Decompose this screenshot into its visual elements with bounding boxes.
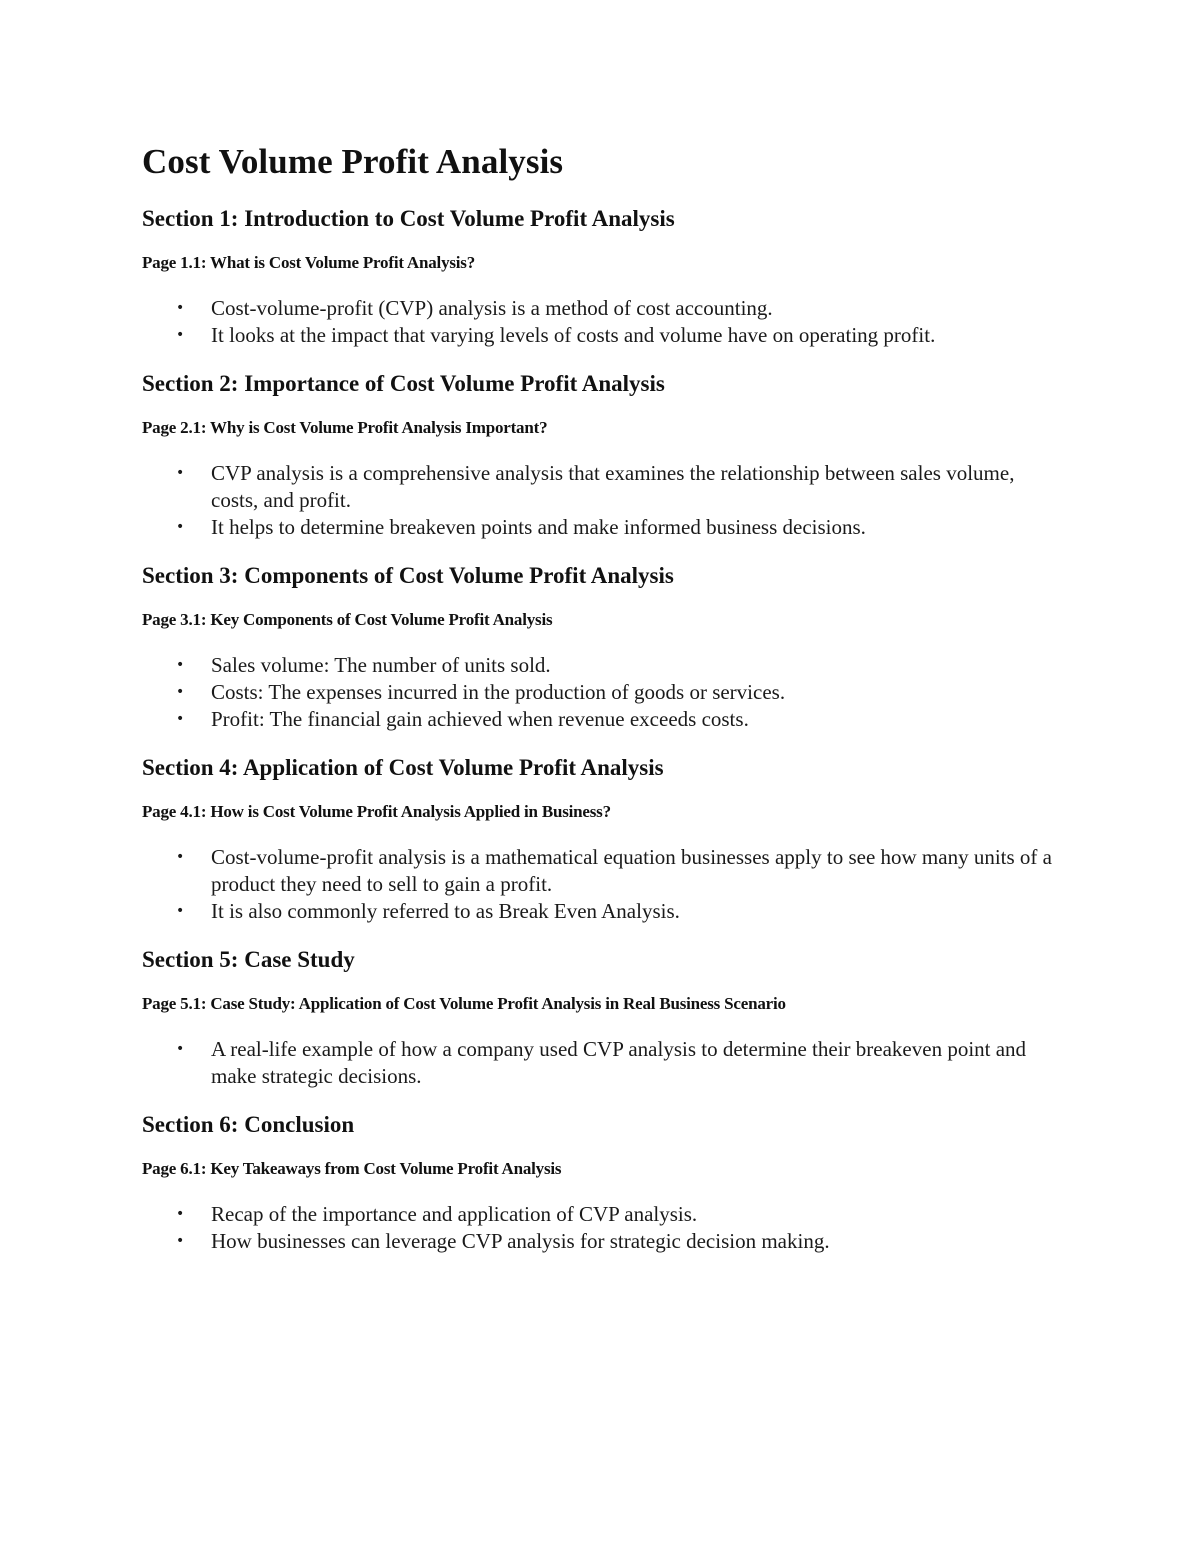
- page-subheading: Page 6.1: Key Takeaways from Cost Volume Profit Analysis: [142, 1159, 562, 1178]
- list-item: [142, 898, 1062, 925]
- list-item-text: How businesses can leverage CVP analysis for strategic decision making.: [211, 1229, 830, 1253]
- bullet-list: [142, 460, 1062, 541]
- bullet-icon: •: [176, 849, 185, 865]
- list-item: [142, 1228, 1062, 1255]
- section-5: [142, 943, 1062, 1090]
- list-item: [142, 679, 1062, 706]
- page-subheading: Page 2.1: Why is Cost Volume Profit Analysis Important?: [142, 418, 548, 437]
- page-subheading: Page 4.1: How is Cost Volume Profit Analysis Applied in Business?: [142, 802, 611, 821]
- list-item-text: Recap of the importance and application of CVP analysis.: [211, 1202, 698, 1226]
- bullet-icon: •: [176, 657, 185, 673]
- bullet-icon: •: [176, 300, 185, 316]
- list-item: [142, 706, 1062, 733]
- section-4: [142, 751, 1062, 925]
- list-item-text: CVP analysis is a comprehensive analysis that examines the relationship between sales volume, costs, and profit.: [211, 461, 1015, 512]
- list-item-text: Costs: The expenses incurred in the production of goods or services.: [211, 680, 786, 704]
- document-title: Cost Volume Profit Analysis: [142, 142, 564, 181]
- list-item-text: Cost-volume-profit (CVP) analysis is a method of cost accounting.: [211, 296, 773, 320]
- bullet-list: [142, 1201, 1062, 1255]
- list-item: [142, 844, 1062, 898]
- list-item: [142, 1201, 1062, 1228]
- list-item-text: Profit: The financial gain achieved when revenue exceeds costs.: [211, 707, 749, 731]
- page-subheading: Page 1.1: What is Cost Volume Profit Analysis?: [142, 253, 476, 272]
- list-item-text: It looks at the impact that varying levels of costs and volume have on operating profit.: [211, 323, 936, 347]
- bullet-list: [142, 652, 1062, 733]
- section-heading: Section 4: Application of Cost Volume Profit Analysis: [142, 755, 664, 780]
- section-heading: Section 1: Introduction to Cost Volume Profit Analysis: [142, 206, 675, 231]
- bullet-list: [142, 295, 1062, 349]
- section-1: [142, 202, 1062, 349]
- list-item: [142, 322, 1062, 349]
- bullet-icon: •: [176, 465, 185, 481]
- list-item-text: A real-life example of how a company used CVP analysis to determine their breakeven point and make strategic decisions.: [211, 1037, 1027, 1088]
- section-3: [142, 559, 1062, 733]
- list-item-text: Cost-volume-profit analysis is a mathematical equation businesses apply to see how many units of a product they need to sell to gain a profit.: [211, 845, 1052, 896]
- list-item-text: Sales volume: The number of units sold.: [211, 653, 551, 677]
- list-item: [142, 514, 1062, 541]
- section-2: [142, 367, 1062, 541]
- list-item: [142, 460, 1062, 514]
- bullet-icon: •: [176, 1206, 185, 1222]
- list-item: [142, 1036, 1062, 1090]
- bullet-icon: •: [176, 903, 185, 919]
- section-6: [142, 1108, 1062, 1255]
- document-content: [142, 140, 1062, 1255]
- section-heading: Section 5: Case Study: [142, 947, 355, 972]
- list-item: [142, 652, 1062, 679]
- bullet-icon: •: [176, 327, 185, 343]
- list-item: [142, 295, 1062, 322]
- list-item-text: It helps to determine breakeven points and make informed business decisions.: [211, 515, 866, 539]
- section-heading: Section 2: Importance of Cost Volume Profit Analysis: [142, 371, 665, 396]
- bullet-list: [142, 1036, 1062, 1090]
- page-subheading: Page 3.1: Key Components of Cost Volume Profit Analysis: [142, 610, 553, 629]
- page-subheading: Page 5.1: Case Study: Application of Cost Volume Profit Analysis in Real Business Scenario: [142, 994, 786, 1013]
- bullet-icon: •: [176, 519, 185, 535]
- bullet-icon: •: [176, 1041, 185, 1057]
- bullet-icon: •: [176, 684, 185, 700]
- bullet-icon: •: [176, 711, 185, 727]
- bullet-list: [142, 844, 1062, 925]
- section-heading: Section 3: Components of Cost Volume Profit Analysis: [142, 563, 674, 588]
- section-heading: Section 6: Conclusion: [142, 1112, 355, 1137]
- bullet-icon: •: [176, 1233, 185, 1249]
- list-item-text: It is also commonly referred to as Break Even Analysis.: [211, 899, 680, 923]
